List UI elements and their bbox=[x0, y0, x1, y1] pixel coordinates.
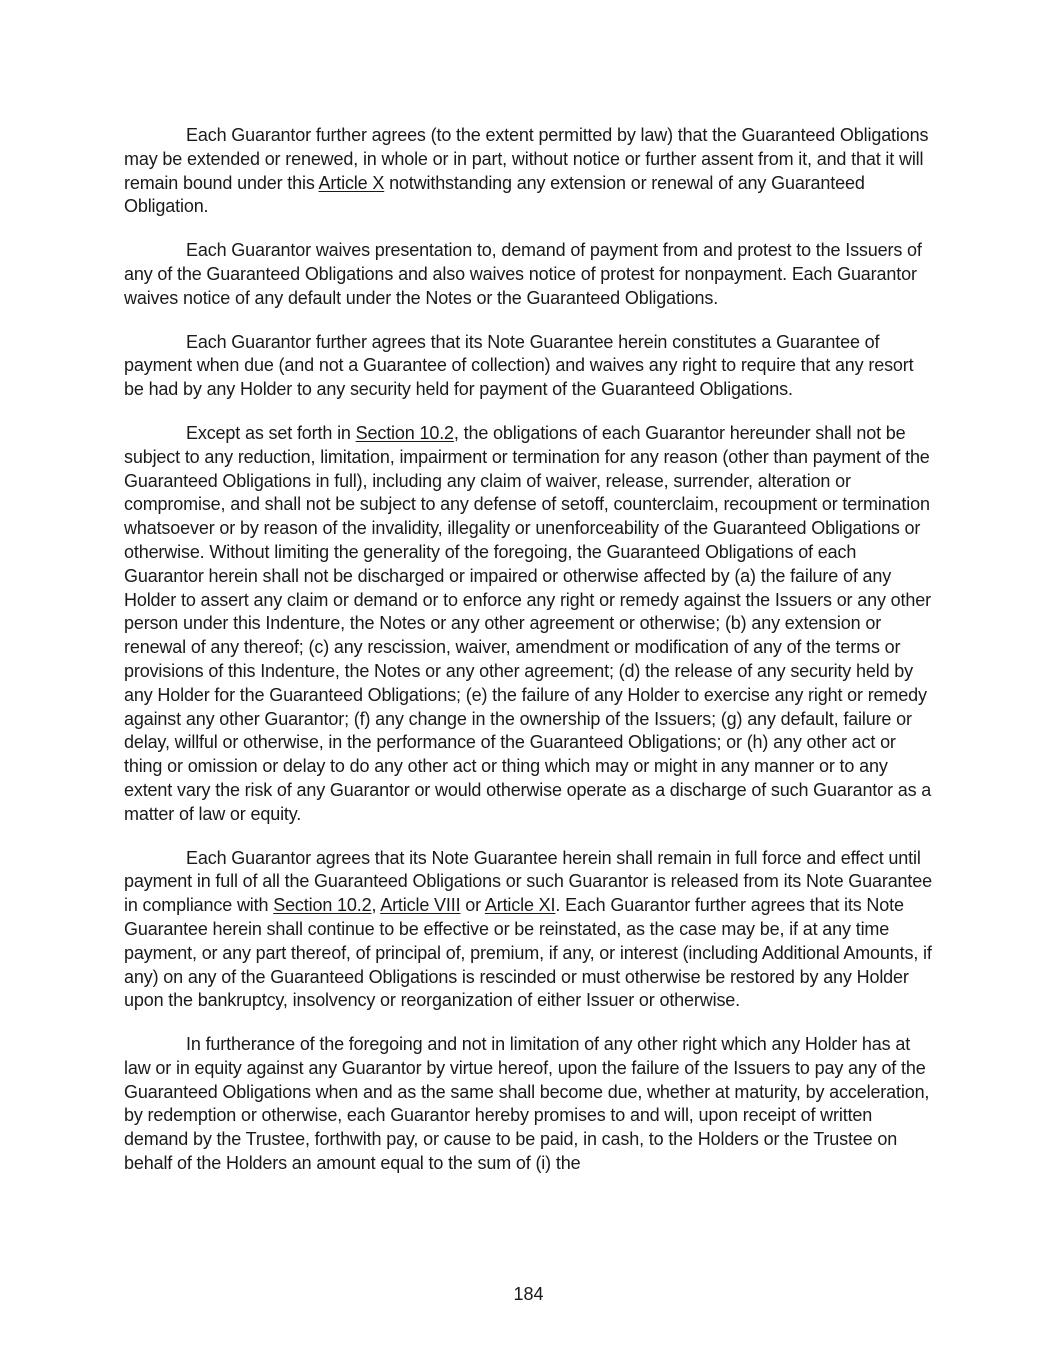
cross-reference-article-viii: Article VIII bbox=[380, 895, 461, 916]
text-segment: Each Guarantor further agrees (to the extent permitted by law) that the Guaranteed Obligations may be extended or renewed, in whole or in part, without notice or further assent from it, and that it will remain bound under this bbox=[124, 125, 929, 193]
paragraph-6 bbox=[124, 1033, 936, 1176]
text-segment: or bbox=[460, 895, 485, 916]
cross-reference-article-x: Article X bbox=[318, 172, 385, 193]
paragraph-4 bbox=[124, 422, 936, 827]
text-segment: Each Guarantor further agrees that its Note Guarantee herein constitutes a Guarantee of payment when due (and not a Guarantee of collection) and waives any right to require that any resort be had by any Holder to any security held for payment of the Guaranteed Obligations. bbox=[124, 331, 914, 400]
paragraph-5 bbox=[124, 847, 936, 1014]
text-segment: In furtherance of the foregoing and not in limitation of any other right which any Holder has at law or in equity against any Guarantor by virtue hereof, upon the failure of the Issuers to pay any of the Guaranteed Obligations when and as the same shall become due, whether at maturity, by acceleration, by redemption or otherwise, each Guarantor hereby promises to and will, upon receipt of written demand by the Trustee, forthwith pay, or cause to be paid, in cash, to the Holders or the Trustee on behalf of the Holders an amount equal to the sum of (i) the bbox=[124, 1034, 930, 1174]
paragraph-2 bbox=[124, 239, 936, 310]
cross-reference-section-10-2: Section 10.2 bbox=[273, 895, 372, 916]
text-segment: Except as set forth in bbox=[186, 422, 356, 443]
text-segment: Each Guarantor agrees that its Note Guarantee herein shall remain in full force and effect until payment in full of all the Guaranteed Obligations or such Guarantor is released from its Note Guarantee in compliance with bbox=[124, 847, 932, 916]
paragraph-1 bbox=[124, 124, 936, 219]
text-segment: Each Guarantor waives presentation to, demand of payment from and protest to the Issuers of any of the Guaranteed Obligations and also waives notice of protest for nonpayment. Each Guarantor waives notice of any default under the Notes or the Guaranteed Obligations. bbox=[124, 240, 922, 308]
text-segment: notwithstanding any extension or renewal of any Guaranteed Obligation. bbox=[124, 172, 865, 217]
paragraph-3 bbox=[124, 331, 936, 402]
cross-reference-article-xi: Article XI bbox=[484, 895, 556, 916]
text-segment: , the obligations of each Guarantor hereunder shall not be subject to any reduction, limitation, impairment or termination for any reason (other than payment of the Guaranteed Obligations in full), including any claim of waiver, release, surrender, alteration or compromise, and shall not be subject to any defense of setoff, counterclaim, recoupment or termination whatsoever or by reason of the invalidity, illegality or unenforceability of the Guaranteed Obligations or otherwise. Without limiting the generality of the foregoing, the Guaranteed Obligations of each Guarantor herein shall not be discharged or impaired or otherwise affected by (a) the failure of any Holder to assert any claim or demand or to enforce any right or remedy against the Issuers or any other person under this Indenture, the Notes or any other agreement or otherwise; (b) any extension or renewal of any thereof; (c) any rescission, waiver, amendment or modification of any of the terms or provisions of this Indenture, the Notes or any other agreement; (d) the release of any security held by any Holder for the Guaranteed Obligations; (e) the failure of any Holder to exercise any right or remedy against any other Guarantor; (f) any change in the ownership of the Issuers; (g) any default, failure or delay, willful or otherwise, in the performance of the Guaranteed Obligations; or (h) any other act or thing or omission or delay to do any other act or thing which may or might in any manner or to any extent vary the risk of any Guarantor or would otherwise operate as a discharge of such Guarantor as a matter of law or equity. bbox=[124, 422, 932, 824]
text-segment: . Each Guarantor further agrees that its Note Guarantee herein shall continue to be effective or be reinstated, as the case may be, if at any time payment, or any part thereof, of principal of, premium, if any, or interest (including Additional Amounts, if any) on any of the Guaranteed Obligations is rescinded or must otherwise be restored by any Holder upon the bankruptcy, insolvency or reorganization of either Issuer or otherwise. bbox=[124, 895, 932, 1011]
text-segment: , bbox=[371, 895, 381, 916]
cross-reference-section-10-2: Section 10.2 bbox=[355, 422, 454, 443]
document-body bbox=[124, 124, 936, 1196]
page-number: 184 bbox=[513, 1284, 544, 1304]
